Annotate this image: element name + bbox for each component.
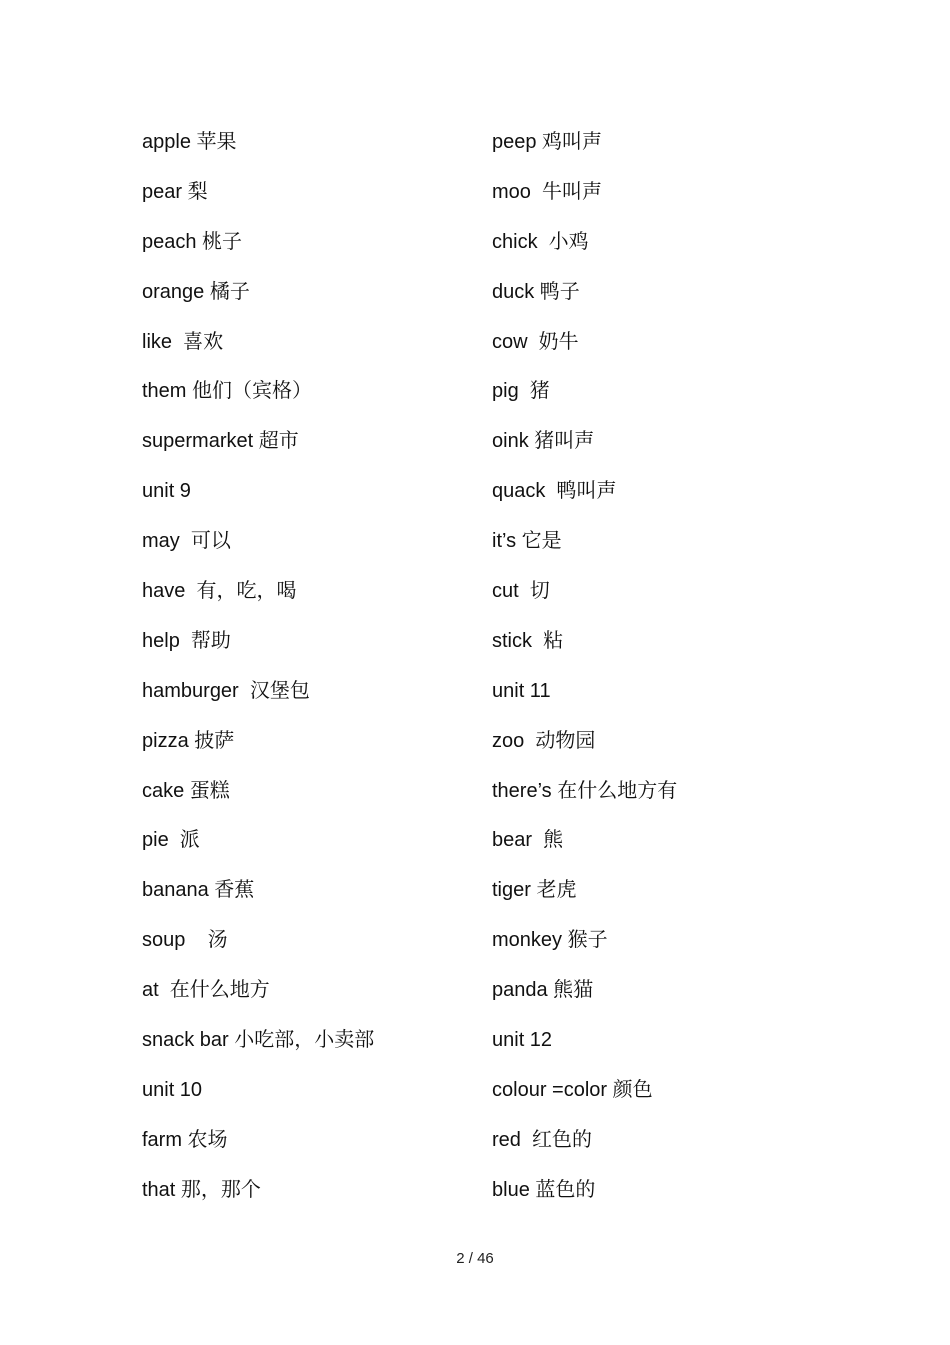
vocab-entry: snack bar 小吃部，小卖部 — [142, 1029, 375, 1052]
vocab-entry: chick 小鸡 — [492, 230, 589, 253]
vocab-entry: banana 香蕉 — [142, 879, 255, 902]
vocab-entry: pizza 披萨 — [142, 729, 235, 752]
vocab-entry: cake 蛋糕 — [142, 779, 230, 802]
vocab-column-right — [492, 118, 892, 1216]
vocab-entry: bear 熊 — [492, 829, 564, 852]
vocab-entry: cut 切 — [492, 580, 550, 603]
vocab-entry: monkey 猴子 — [492, 929, 608, 952]
vocab-entry: that 那，那个 — [142, 1178, 261, 1201]
vocab-entry: orange 橘子 — [142, 280, 250, 303]
vocab-entry: apple 苹果 — [142, 131, 237, 153]
unit-heading: unit 12 — [492, 1029, 553, 1052]
vocab-entry: hamburger 汉堡包 — [142, 679, 310, 702]
vocab-entry: panda 熊猫 — [492, 979, 594, 1002]
vocab-entry: soup 汤 — [142, 929, 228, 952]
vocab-entry: colour =color 颜色 — [492, 1078, 653, 1101]
vocab-entry: like 喜欢 — [142, 330, 224, 353]
vocab-entry: zoo 动物园 — [492, 729, 596, 752]
vocab-entry: help 帮助 — [142, 629, 231, 652]
vocab-entry: farm 农场 — [142, 1128, 228, 1151]
vocab-entry: pear 梨 — [142, 180, 208, 203]
page-number: 2 / 46 — [456, 1250, 494, 1267]
vocab-entry: it’s 它是 — [492, 530, 562, 553]
unit-heading: unit 10 — [142, 1078, 203, 1101]
vocab-entry: peach 桃子 — [142, 230, 243, 253]
vocab-entry: stick 粘 — [492, 629, 564, 652]
vocab-entry: pie 派 — [142, 829, 200, 852]
vocab-entry: at 在什么地方 — [142, 979, 270, 1002]
unit-heading: unit 9 — [142, 480, 191, 503]
vocab-entry: moo 牛叫声 — [492, 180, 603, 203]
vocab-entry: have 有，吃，喝 — [142, 580, 297, 603]
vocab-entry: peep 鸡叫声 — [492, 131, 603, 153]
vocab-entry: there’s 在什么地方有 — [492, 779, 678, 802]
vocab-entry: duck 鸭子 — [492, 280, 580, 303]
unit-heading: unit 11 — [492, 679, 551, 702]
vocab-entry: them 他们（宾格） — [142, 380, 313, 403]
vocab-entry: tiger 老虎 — [492, 879, 577, 902]
vocab-entry: blue 蓝色的 — [492, 1178, 596, 1201]
vocab-entry: quack 鸭叫声 — [492, 480, 617, 503]
vocab-entry: cow 奶牛 — [492, 330, 579, 353]
vocab-entry: may 可以 — [142, 530, 231, 553]
vocab-entry: supermarket 超市 — [142, 430, 299, 453]
vocab-entry: pig 猪 — [492, 380, 550, 403]
vocab-entry: red 红色的 — [492, 1128, 593, 1151]
vocab-entry: oink 猪叫声 — [492, 430, 595, 453]
vocab-column-left — [142, 118, 482, 1216]
